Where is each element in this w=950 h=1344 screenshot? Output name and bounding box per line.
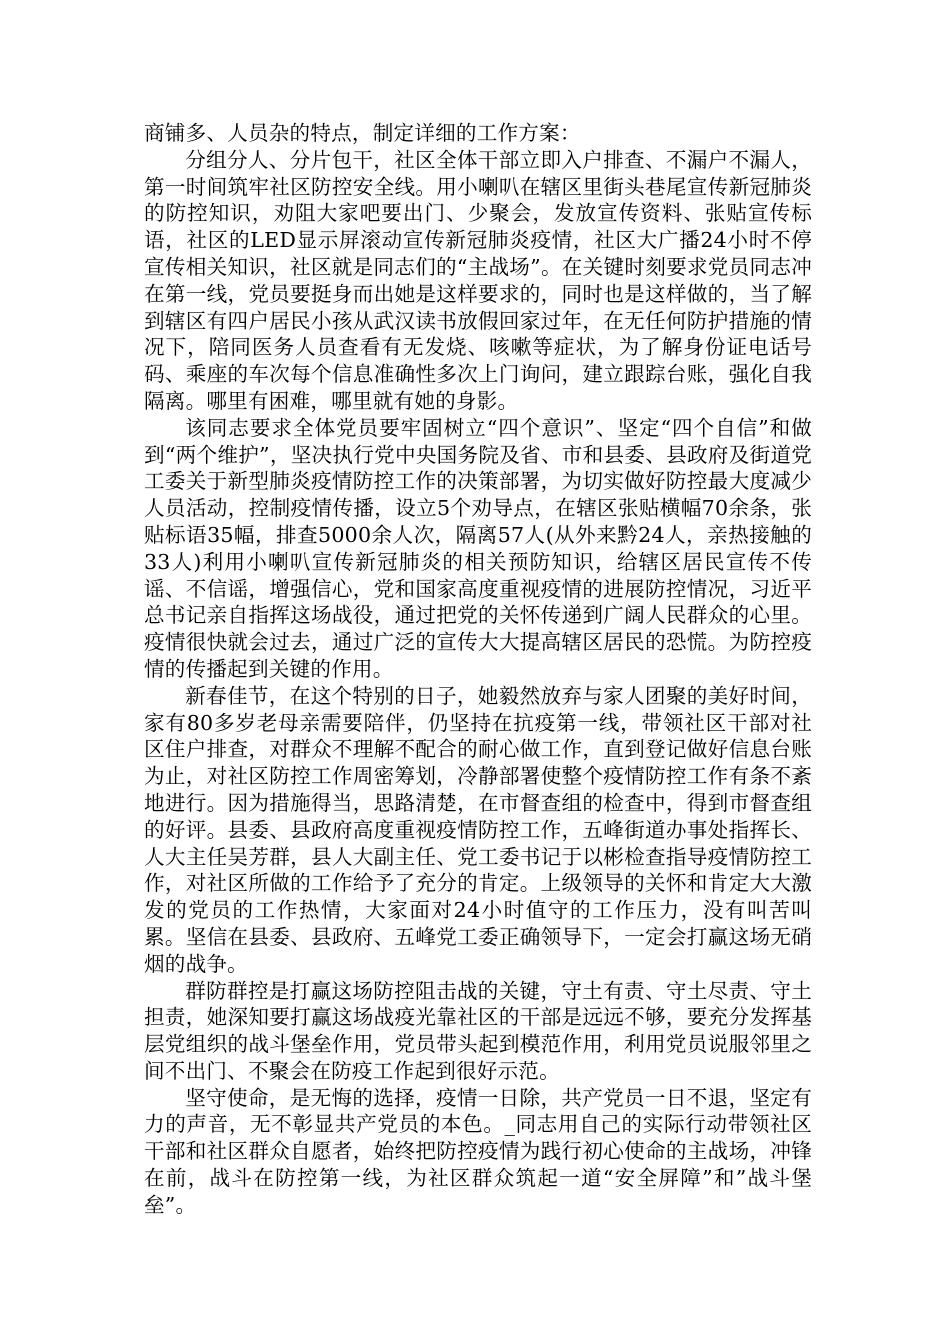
paragraph-mission: 坚守使命，是无悔的选择，疫情一日除，共产党员一日不退，坚定有力的声音，无不彰显共产党员的本色。_同志用自己的实际行动带领社区干部和社区群众自愿者，始终把防控疫情为践行初心使命的主战场，冲锋在前，战斗在防控第一线，为社区群众筑起一道“安全屏障”和”战斗堡垒”。	[144, 1085, 812, 1217]
paragraph-continuation: 商铺多、人员杂的特点，制定详细的工作方案：	[144, 121, 581, 145]
paragraph-spring-festival: 新春佳节，在这个特别的日子，她毅然放弃与家人团聚的美好时间，家有80多岁老母亲需要陪伴，仍坚持在抗疫第一线，带领社区干部对社区住户排查，对群众不理解不配合的耐心做工作，直到登记做好信息台账为止，对社区防控工作周密筹划，冷静部署使整个疫情防控工作有条不紊地进行。因为措施得当，思路清楚，在市督查组的检查中，得到市督查组的好评。县委、县政府高度重视疫情防控工作，五峰街道办事处指挥长、人大主任吴芳群，县人大副主任、党工委书记于以彬检查指导疫情防控工作，对社区所做的工作给予了充分的肯定。上级领导的关怀和肯定大大激发的党员的工作热情，大家面对24小时值守的工作压力，没有叫苦叫累。坚信在县委、县政府、五峰党工委正确领导下，一定会打赢这场无硝烟的战争。	[144, 683, 812, 976]
document-body	[144, 120, 812, 1219]
paragraph-party-members: 该同志要求全体党员要牢固树立“四个意识”、坚定“四个自信”和做到“两个维护”，坚决执行党中央国务院及省、市和县委、县政府及街道党工委关于新型肺炎疫情防控工作的决策部署，为切实做好防控最大度减少人员活动，控制疫情传播，设立5个劝导点，在辖区张贴横幅70余条，张贴标语35幅，排查5000余人次，隔离57人(从外来黔24人，亲热接触的33人)利用小喇叭宣传新冠肺炎的相关预防知识，给辖区居民宣传不传谣、不信谣，增强信心，党和国家高度重视疫情的进展防控情况，习近平总书记亲自指挥这场战役，通过把党的关怀传递到广阔人民群众的心里。疫情很快就会过去，通过广泛的宣传大大提高辖区居民的恐慌。为防控疫情的传播起到关键的作用。	[144, 415, 812, 681]
paragraph-joint-prevention: 群防群控是打赢这场防控阻击战的关键，守土有责、守土尽责、守土担责，她深知要打赢这场战疫光靠社区的干部是远远不够，要充分发挥基层党组织的战斗堡垒作用，党员带头起到模范作用，利用党员说服邻里之间不出门、不聚会在防疫工作起到很好示范。	[144, 978, 812, 1083]
paragraph-grid-management: 分组分人、分片包干，社区全体干部立即入户排查、不漏户不漏人，第一时间筑牢社区防控安全线。用小喇叭在辖区里街头巷尾宣传新冠肺炎的防控知识，劝阻大家吧要出门、少聚会，发放宣传资料、张贴宣传标语，社区的LED显示屏滚动宣传新冠肺炎疫情，社区大广播24小时不停宣传相关知识，社区就是同志们的“主战场”。在关键时刻要求党员同志冲在第一线，党员要挺身而出她是这样要求的，同时也是这样做的，当了解到辖区有四户居民小孩从武汉读书放假回家过年，在无任何防护措施的情况下，陪同医务人员查看有无发烧、咳嗽等症状，为了解身份证电话号码、乘座的车次每个信息准确性多次上门询问，建立跟踪台账，强化自我隔离。哪里有困难，哪里就有她的身影。	[144, 147, 812, 413]
